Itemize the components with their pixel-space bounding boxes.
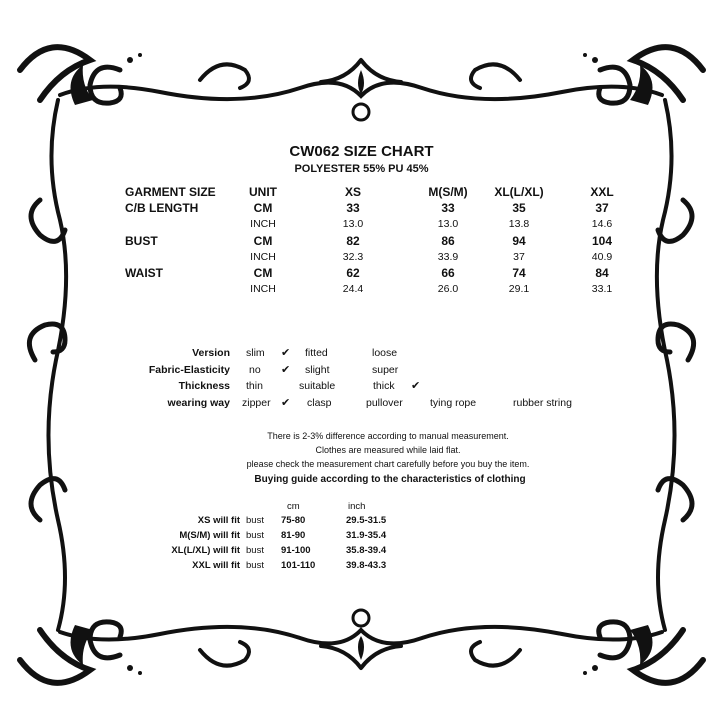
value-cell: 13.0 <box>437 218 459 230</box>
check-mark-icon: ✔ <box>281 347 291 359</box>
value-cell: 86 <box>441 234 455 248</box>
attr-option: slight <box>305 364 330 376</box>
header-xs: XS <box>344 185 361 199</box>
header-xxl: XXL <box>590 185 614 199</box>
guide-inch-range: 35.8-39.4 <box>346 545 387 556</box>
guide-cm-range: 101-110 <box>281 560 316 571</box>
attr-option: slim <box>246 347 265 359</box>
attr-label-fabric-elasticity: Fabric-Elasticity <box>148 364 230 376</box>
chart-title: CW062 SIZE CHART <box>289 143 434 160</box>
value-cell: 37 <box>513 251 525 263</box>
value-cell: 82 <box>346 234 360 248</box>
check-mark-icon: ✔ <box>281 397 291 409</box>
guide-size-label: M(S/M) will fit <box>179 530 240 541</box>
header-garment-size: GARMENT SIZE <box>125 185 216 199</box>
unit-inch: INCH <box>250 218 276 230</box>
attr-option: super <box>372 364 399 376</box>
value-cell: 29.1 <box>508 283 530 295</box>
attr-label-wearing-way: wearing way <box>167 397 230 409</box>
note-line: Clothes are measured while laid flat. <box>315 445 461 455</box>
attr-option: fitted <box>305 347 328 359</box>
guide-part: bust <box>246 530 264 541</box>
attr-option: thin <box>246 380 263 392</box>
guide-part: bust <box>246 560 264 571</box>
guide-inch-range: 31.9-35.4 <box>346 530 387 541</box>
unit-inch: INCH <box>250 283 276 295</box>
row-label-cb-length: C/B LENGTH <box>125 201 199 215</box>
guide-cm-range: 75-80 <box>281 515 306 526</box>
guide-size-label: XXL will fit <box>192 560 240 571</box>
attr-option: pullover <box>366 397 403 409</box>
attr-option: suitable <box>299 380 336 392</box>
attr-label-thickness: Thickness <box>178 380 230 392</box>
check-mark-icon: ✔ <box>411 380 421 392</box>
guide-size-label: XS will fit <box>197 515 240 526</box>
attr-label-version: Version <box>192 347 230 359</box>
value-cell: 13.8 <box>508 218 530 230</box>
guide-col-inch: inch <box>348 501 366 512</box>
unit-cm: CM <box>253 266 273 280</box>
value-cell: 74 <box>512 266 526 280</box>
value-cell: 40.9 <box>591 251 613 263</box>
guide-size-label: XL(L/XL) will fit <box>171 545 240 556</box>
note-line: There is 2-3% difference according to manual measurement. <box>267 431 509 441</box>
attr-option: thick <box>373 380 395 392</box>
note-line: please check the measurement chart carefully before you buy the item. <box>246 459 530 469</box>
value-cell: 24.4 <box>342 283 364 295</box>
guide-cm-range: 91-100 <box>281 545 311 556</box>
value-cell: 33 <box>346 201 360 215</box>
check-mark-icon: ✔ <box>281 364 291 376</box>
header-m: M(S/M) <box>428 185 468 199</box>
attr-option: clasp <box>307 397 332 409</box>
unit-inch: INCH <box>250 251 276 263</box>
guide-part: bust <box>246 515 264 526</box>
buying-guide-title: Buying guide according to the characteristics of clothing <box>254 474 526 485</box>
value-cell: 66 <box>441 266 455 280</box>
value-cell: 32.3 <box>342 251 364 263</box>
value-cell: 33.1 <box>591 283 613 295</box>
attr-option: no <box>249 364 261 376</box>
value-cell: 26.0 <box>437 283 459 295</box>
guide-inch-range: 39.8-43.3 <box>346 560 387 571</box>
guide-inch-range: 29.5-31.5 <box>346 515 387 526</box>
value-cell: 14.6 <box>591 218 613 230</box>
value-cell: 35 <box>512 201 526 215</box>
guide-cm-range: 81-90 <box>281 530 306 541</box>
value-cell: 94 <box>512 234 526 248</box>
value-cell: 37 <box>595 201 609 215</box>
attr-option: rubber string <box>513 397 572 409</box>
attr-option: zipper <box>242 397 271 409</box>
value-cell: 84 <box>595 266 609 280</box>
attr-option: loose <box>372 347 398 359</box>
value-cell: 33.9 <box>437 251 459 263</box>
material-subtitle: POLYESTER 55% PU 45% <box>294 163 429 175</box>
guide-col-cm: cm <box>287 501 300 512</box>
unit-cm: CM <box>253 234 273 248</box>
header-unit: UNIT <box>249 185 277 199</box>
guide-part: bust <box>246 545 264 556</box>
row-label-waist: WAIST <box>125 266 163 280</box>
attr-option: tying rope <box>430 397 477 409</box>
unit-cm: CM <box>253 201 273 215</box>
header-xl: XL(L/XL) <box>494 185 544 199</box>
value-cell: 33 <box>441 201 455 215</box>
value-cell: 13.0 <box>342 218 364 230</box>
value-cell: 62 <box>346 266 360 280</box>
value-cell: 104 <box>591 234 613 248</box>
row-label-bust: BUST <box>125 234 158 248</box>
